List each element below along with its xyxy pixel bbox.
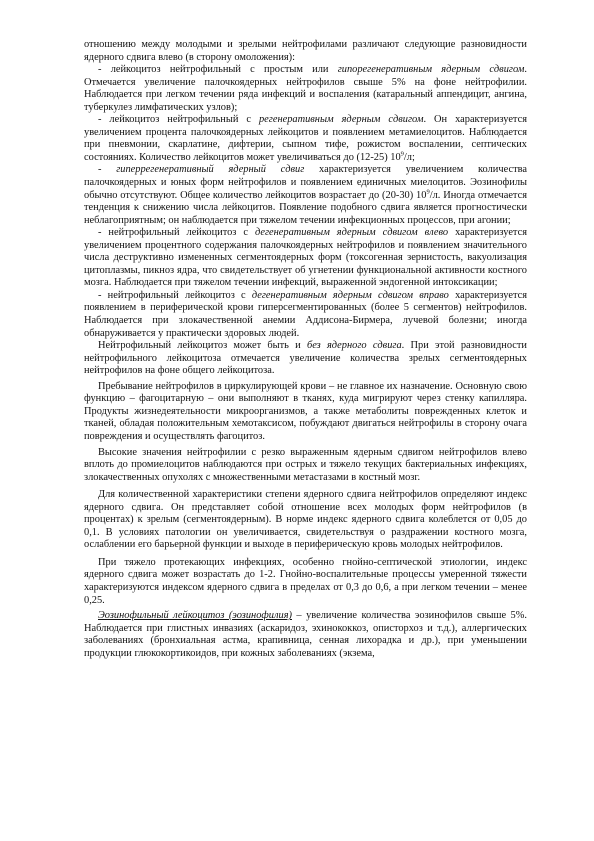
paragraph-severe-infections — [84, 557, 527, 607]
text-run: – увеличение количества эозинофилов свыше 5%. Наблюдается при глистных инвазиях (аскаридоз, эхинококкоз, описторхоз и т.д.), аллергических заболеваниях (бронхиальная астма, крапивница, сенная лихорадка и др.), при уменьшении продукции глюкокортикоидов, при кожных заболеваниях (экзема, — [84, 610, 527, 659]
exponent: 9 — [400, 150, 404, 158]
text-run: - нейтрофильный лейкоцитоз с — [98, 289, 252, 301]
paragraph-high-neutrophilia — [84, 447, 527, 485]
term-italic: гипорегенеративным ядерным сдвигом — [337, 64, 525, 76]
term-italic: дегенеративным ядерным сдвигом вправо — [251, 289, 449, 301]
text-run: характеризуется увеличением процентного содержания палочкоядерных нейтрофилов и появлением значительного числа деструктивно измененных сегментоядерных форм (токсогенная зернистость, вакуолизация цитоплазмы, пикноз ядра, что свидетельствует об угнетении функциональной активности костного мозга. Наблюдается при тяжелом течении инфекций, выраженной эндогенной интоксикации; — [84, 227, 527, 289]
text-run: - лейкоцитоз нейтрофильный с — [98, 114, 259, 126]
paragraph-degenerative-left-shift — [84, 227, 527, 290]
text-run: - лейкоцитоз нейтрофильный с простым или — [98, 64, 338, 76]
paragraph-neutrophil-function — [84, 381, 527, 444]
text-run: Пребывание нейтрофилов в циркулирующей крови – не главное их назначение. Основную свою функцию – фагоцитарную – они выполняют в тканях, куда мигрируют через стенку капилляра. Продукты жизнедеятельности микроорганизмов, а также метаболиты поврежденных клеток и тканей, обладая положительным хемотаксисом, побуждают двигаться нейтрофилы в сторону очага повреждения и осуществлять фагоцитоз. — [84, 380, 527, 442]
text-run: - нейтрофильный лейкоцитоз с — [98, 227, 255, 239]
document-page — [84, 39, 527, 660]
paragraph-shift-index — [84, 489, 527, 552]
text-run: Для количественной характеристики степени ядерного сдвига нейтрофилов определяют индекс ядерного сдвига. Он представляет собой отношение всех молодых форм нейтрофилов (в процентах) к зрелым (сегментоядерным). В норме индекс ядерного сдвига колеблется от 0,05 до 0,1. В условиях патологии он увеличивается, свидетельствуя о раздражении костного мозга, ослаблении его барьерной функции и выходе в периферическую кровь молодых нейтрофилов. — [84, 489, 527, 551]
text-run: . При этой разновидности нейтрофильного лейкоцитоза отмечается увеличение количества зрелых сегментоядерных нейтрофилов на фоне общего лейкоцитоза. — [84, 340, 527, 377]
term-italic: без ядерного сдвига — [306, 340, 402, 352]
term-italic: гиперрегенеративный ядерный сдвиг — [116, 164, 305, 176]
text-run: отношению между молодыми и зрелыми нейтрофилами различают следующие разновидности ядерного сдвига влево (в сторону омоложения): — [84, 39, 527, 63]
text-run: характеризуется появлением в периферической крови гиперсегментированных (более 5 сегментов) нейтрофилов. Наблюдается при злокачественной анемии Аддисона-Бирмера, лучевой болезни; иногда обнаруживается у практически здоровых людей. — [84, 289, 527, 339]
text-run: При тяжело протекающих инфекциях, особенно гнойно-септической этиологии, индекс ядерного сдвига может возрастать до 1-2. Гнойно-воспалительные процессы умеренной тяжести характеризуются индексом ядерного сдвига в пределах от 0,3 до 0,6, а при легком течении – менее 0,25. — [84, 556, 527, 606]
term-italic: регенеративным ядерным сдвигом — [258, 114, 424, 126]
text-run: . Он характеризуется увеличением процента палочкоядерных лейкоцитов и появлением метамиелоцитов. Наблюдается при пневмонии, скарлатине, дифтерии, сыпном тифе, рожистом воспалении, септических состояниях. Количество лейкоцитов может увеличиваться до (12-25) 10 — [84, 114, 527, 163]
text-run: Высокие значения нейтрофилии с резко выраженным ядерным сдвигом нейтрофилов влево вплоть до промиелоцитов наблюдаются при острых и тяжело текущих бактериальных инфекциях, злокачественных опухолях с множественными метастазами в костный мозг. — [84, 446, 527, 483]
paragraph-regenerative-shift — [84, 114, 527, 164]
paragraph-hyporegenerative-shift — [84, 64, 527, 114]
exponent: 9 — [426, 188, 430, 196]
text-run: /л. Иногда отмечается тенденция к снижению числа лейкоцитов. Появление подобного сдвига является прогностически неблагоприятным; он наблюдается при тяжелом течении инфекционных процессов, при агонии; — [84, 189, 527, 226]
text-run: характеризуется увеличением количества палочкоядерных и юных форм нейтрофилов и появлением единичных миелоцитов. Эозинофилы обычно отсутствуют. Общее количество лейкоцитов возрастает до (20-30) 10 — [84, 164, 527, 201]
section-heading-term: Эозинофильный лейкоцитоз (эозинофилия) — [98, 610, 292, 622]
paragraph-degenerative-right-shift — [84, 290, 527, 340]
text-run: Нейтрофильный лейкоцитоз может быть и — [98, 340, 307, 352]
term-italic: дегенеративным ядерным сдвигом влево — [254, 227, 449, 239]
paragraph-eosinophilia — [84, 610, 527, 660]
text-run: - — [98, 164, 117, 176]
text-run: /л; — [403, 151, 415, 163]
paragraph-hyperregenerative-shift — [84, 164, 527, 227]
paragraph-no-shift — [84, 340, 527, 378]
paragraph-intro — [84, 39, 527, 64]
text-run: . Отмечается увеличение палочкоядерных нейтрофилов свыше 5% на фоне нейтрофилии. Наблюдается при легком течении ряда инфекций и воспаления (катаральный аппендицит, ангина, туберкулез лимфатических узлов); — [84, 64, 527, 113]
